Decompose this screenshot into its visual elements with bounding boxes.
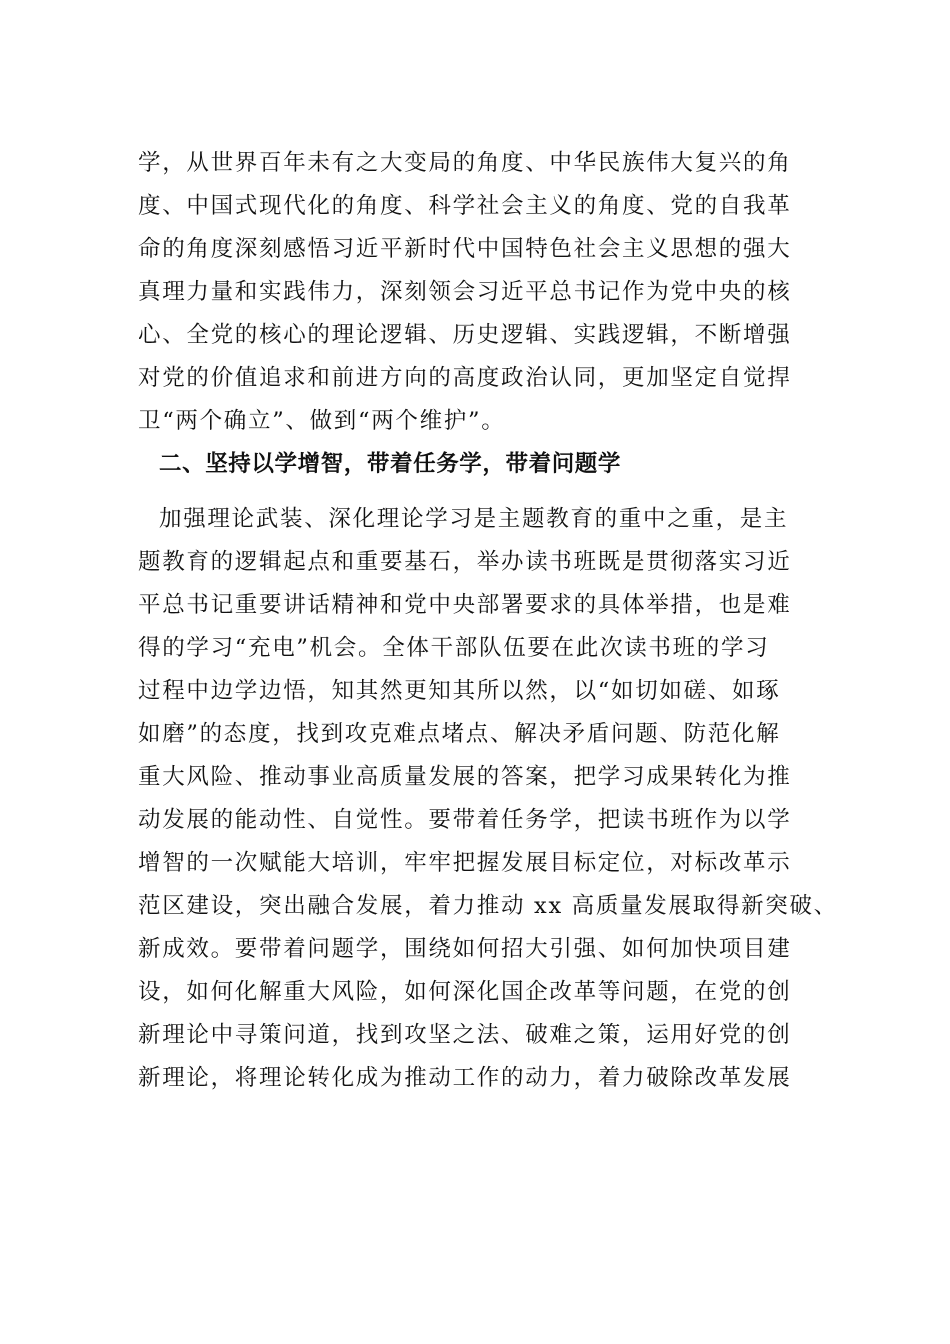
paragraph-line: 设，如何化解重大风险，如何深化国企改革等问题，在党的创 (138, 979, 792, 1005)
paragraph-line: 过程中边学边悟，知其然更知其所以然，以“如切如磋、如琢 (138, 678, 781, 704)
paragraph-line: 增智的一次赋能大培训，牢牢把握发展目标定位，对标改革示 (138, 850, 792, 876)
paragraph-line: 学，从世界百年未有之大变局的角度、中华民族伟大复兴的角 (138, 150, 792, 176)
paragraph-line: 加强理论武装、深化理论学习是主题教育的重中之重，是主 (159, 506, 789, 532)
paragraph-line: 真理力量和实践伟力，深刻领会习近平总书记作为党中央的核 (138, 279, 792, 305)
paragraph-line: 新成效。要带着问题学，围绕如何招大引强、如何加快项目建 (138, 936, 792, 962)
paragraph-line: 题教育的逻辑起点和重要基石，举办读书班既是贯彻落实习近 (138, 549, 792, 575)
paragraph-line: 重大风险、推动事业高质量发展的答案，把学习成果转化为推 (138, 764, 792, 790)
paragraph-line: 心、全党的核心的理论逻辑、历史逻辑、实践逻辑，不断增强 (138, 322, 792, 348)
paragraph-line: 新理论中寻策问道，找到攻坚之法、破难之策，运用好党的创 (138, 1022, 792, 1048)
paragraph-line: 对党的价值追求和前进方向的高度政治认同，更加坚定自觉捍 (138, 365, 792, 391)
paragraph-line: 卫“两个确立”、做到“两个维护”。 (138, 408, 506, 434)
section-heading: 二、坚持以学增智，带着任务学，带着问题学 (159, 451, 622, 477)
paragraph-line: 度、中国式现代化的角度、科学社会主义的角度、党的自我革 (138, 193, 792, 219)
paragraph-line: 动发展的能动性、自觉性。要带着任务学，把读书班作为以学 (138, 807, 792, 833)
paragraph-line: 新理论，将理论转化成为推动工作的动力，着力破除改革发展 (138, 1065, 792, 1091)
paragraph-line: 得的学习“充电”机会。全体干部队伍要在此次读书班的学习 (138, 635, 770, 661)
document-page (138, 146, 838, 1104)
paragraph-line: 命的角度深刻感悟习近平新时代中国特色社会主义思想的强大 (138, 236, 792, 262)
paragraph-line: 如磨”的态度，找到攻克难点堵点、解决矛盾问题、防范化解 (138, 721, 781, 747)
paragraph-line: 平总书记重要讲话精神和党中央部署要求的具体举措，也是难 (138, 592, 792, 618)
paragraph-line: 范区建设，突出融合发展，着力推动 xx 高质量发展取得新突破、 (138, 893, 838, 919)
